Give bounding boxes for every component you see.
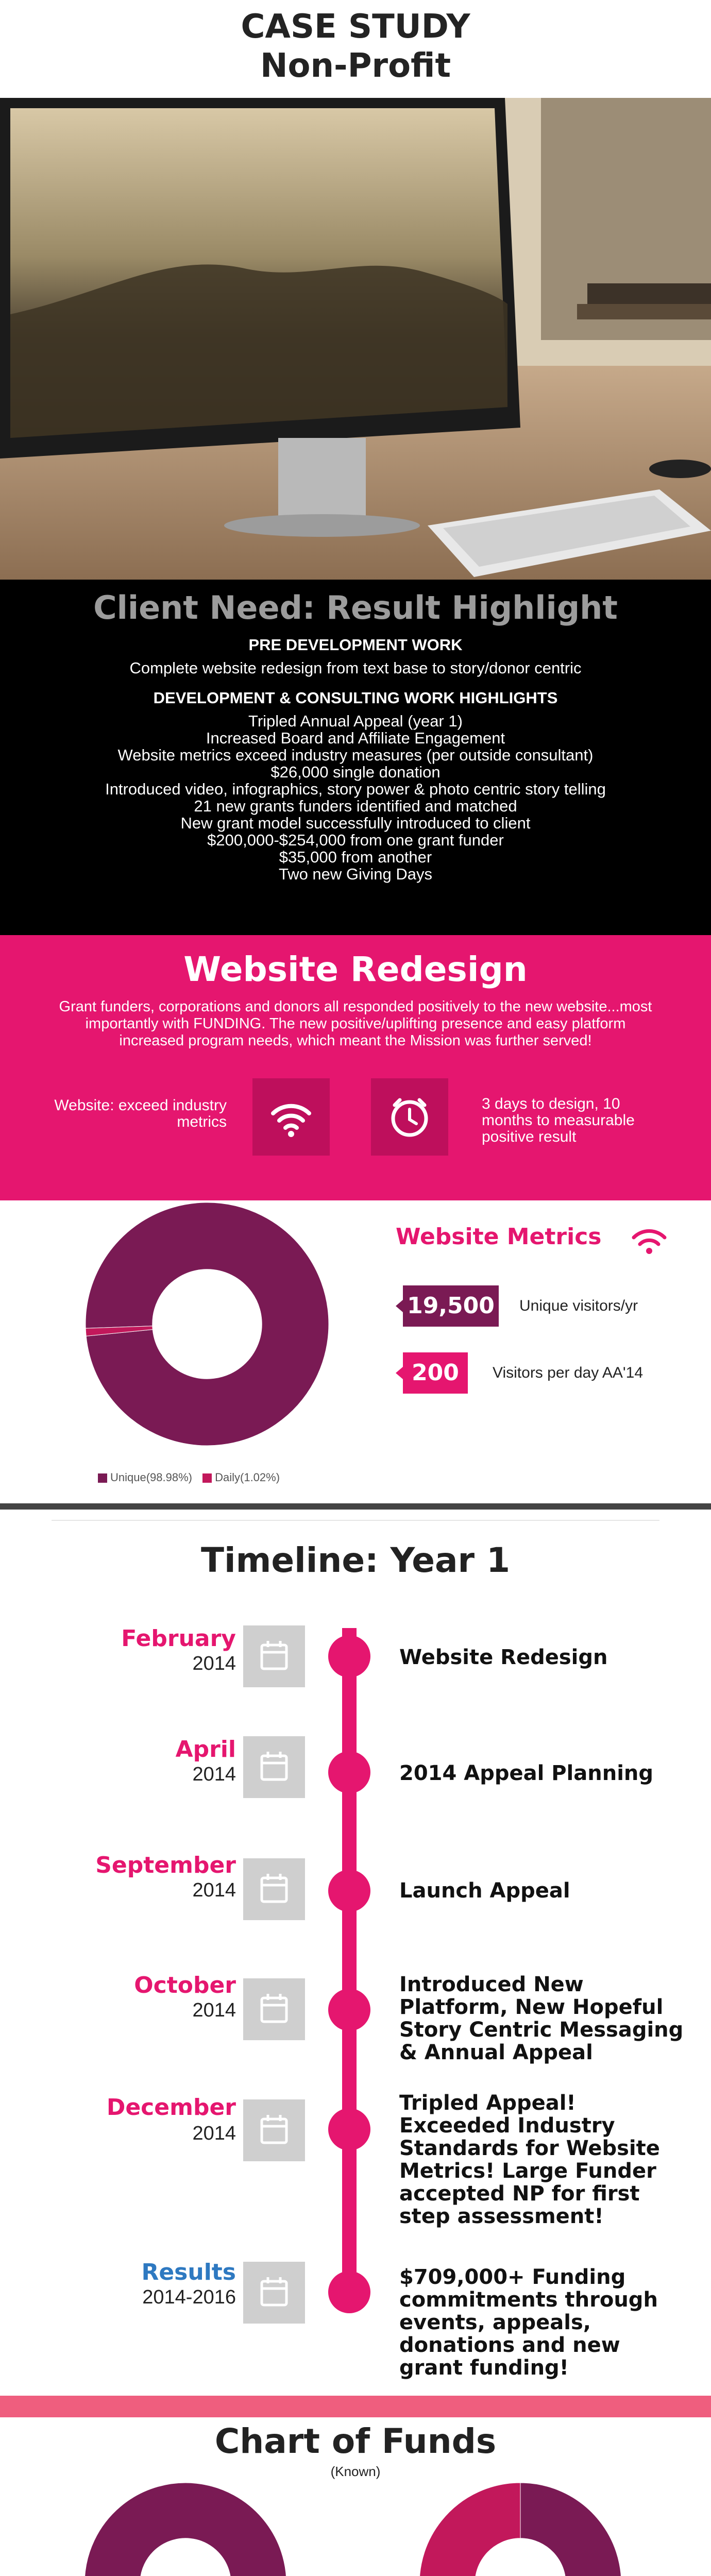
timeline-year: 2014 (192, 1999, 236, 2021)
timeline-year: 2014 (192, 1653, 236, 1674)
calendar-icon (243, 2262, 305, 2324)
timeline-dot (328, 1870, 370, 1912)
stat-label: Visitors per day AA'14 (493, 1364, 644, 1381)
highlight-item: Introduced video, infographics, story power & photo centric story telling (105, 780, 606, 798)
highlight-item: 21 new grants funders identified and matched (194, 797, 517, 815)
metrics-legend (98, 1471, 280, 1484)
website-metrics-label: Website: exceed industry metrics (54, 1097, 227, 1130)
timeline-event: Tripled Appeal! Exceeded Industry Standards for Website Metrics! Large Funder accepted NP for first step assessment! (399, 2091, 660, 2228)
timeline-event: Introduced New Platform, New Hopeful Story Centric Messaging & Annual Appeal (399, 1973, 684, 2064)
pre-development-heading: PRE DEVELOPMENT WORK (248, 636, 463, 654)
legend-daily: Daily(1.02%) (215, 1471, 280, 1484)
funds-title: Chart of Funds (214, 2421, 497, 2461)
metrics-title: Website Metrics (396, 1224, 602, 1250)
highlight-item: $35,000 from another (279, 848, 432, 866)
section-band (0, 2396, 711, 2417)
timeline-month: Results (141, 2259, 236, 2285)
legend-unique: Unique(98.98%) (110, 1471, 192, 1484)
website-redesign-section (0, 935, 711, 1200)
restricted-donut-chart (82, 2481, 289, 2576)
timeline-dot (328, 2271, 370, 2313)
client-need-title: Client Need: Result Highlight (93, 589, 618, 626)
chart-of-funds-section (0, 2396, 711, 2576)
highlight-item: $200,000-$254,000 from one grant funder (207, 831, 504, 849)
timeline-year: 2014-2016 (142, 2286, 236, 2308)
calendar-tile (243, 1625, 305, 1687)
timeline-section (0, 1510, 711, 2396)
hero-photo (0, 98, 711, 580)
title-line-2: Non-Profit (260, 47, 451, 85)
metrics-donut-chart (83, 1200, 331, 1448)
timeline-event: $709,000+ Funding commitments through events, appeals, donations and new grant funding! (399, 2265, 658, 2380)
title-line-1: CASE STUDY (241, 8, 470, 46)
timeline-month: October (134, 1972, 236, 1998)
slice-unique (86, 1202, 329, 1446)
section-divider (0, 1503, 711, 1510)
timeline-dot (328, 2108, 370, 2150)
calendar-icon (243, 1625, 305, 1687)
highlight-item: Website metrics exceed industry measures (per outside consultant) (117, 746, 594, 764)
timeline-dot (328, 1751, 370, 1793)
timeline-result-label: 3 days to design, 10 months to measurable positive result (482, 1095, 635, 1145)
highlight-item: Tripled Annual Appeal (year 1) (248, 712, 463, 730)
timeline-title: Timeline: Year 1 (200, 1540, 511, 1580)
computer-desk-illustration (0, 98, 711, 580)
wifi-icon (252, 1078, 330, 1156)
calendar-tile (243, 2099, 305, 2161)
divider (52, 1520, 659, 1521)
timeline-year: 2014 (192, 1879, 236, 1901)
calendar-tile (243, 1978, 305, 2040)
calendar-icon (243, 1736, 305, 1798)
redesign-title: Website Redesign (183, 950, 528, 989)
calendar-tile (243, 1858, 305, 1920)
page-title (0, 0, 711, 86)
highlight-item: Increased Board and Affiliate Engagement (206, 729, 505, 747)
wifi-tile (252, 1078, 330, 1156)
timeline-year: 2014 (192, 1764, 236, 1785)
timeline-month: September (95, 1852, 236, 1878)
highlight-item: Two new Giving Days (278, 865, 433, 883)
slice-events (84, 2483, 286, 2576)
stat-label: Unique visitors/yr (519, 1297, 638, 1314)
calendar-icon (243, 1858, 305, 1920)
highlight-item: $26,000 single donation (270, 763, 441, 781)
client-need-section (0, 580, 711, 935)
legend-swatch (98, 1473, 107, 1483)
timeline-dot (328, 1635, 370, 1677)
highlights-list (0, 713, 711, 883)
alarm-tile (371, 1078, 448, 1156)
timeline-event: Launch Appeal (399, 1879, 570, 1903)
header (0, 0, 711, 98)
calendar-tile (243, 1736, 305, 1798)
development-heading: DEVELOPMENT & CONSULTING WORK HIGHLIGHTS (153, 689, 558, 707)
timeline-line (342, 1628, 357, 2282)
timeline-year: 2014 (192, 2123, 236, 2144)
calendar-icon (243, 2099, 305, 2161)
calendar-tile (243, 2262, 305, 2324)
wifi-icon (629, 1222, 670, 1258)
pre-development-text: Complete website redesign from text base to story/donor centric (129, 659, 582, 677)
timeline-dot (328, 1989, 370, 2031)
timeline-month: December (106, 2094, 236, 2121)
calendar-icon (243, 1978, 305, 2040)
legend-swatch (202, 1473, 212, 1483)
stat-value: 19,500 (407, 1293, 495, 1319)
unrestricted-donut-chart (417, 2481, 623, 2576)
slice-20-000 (419, 2483, 520, 2576)
redesign-description: Grant funders, corporations and donors all responded positively to the new website...most importantly with FUNDING. The new positive/uplifting presence and easy platform increased program needs, which meant the Mission was further served! (59, 998, 652, 1049)
timeline-event: Website Redesign (399, 1646, 608, 1669)
timeline-event: 2014 Appeal Planning (399, 1761, 654, 1785)
highlight-item: New grant model successfully introduced to client (180, 814, 531, 832)
timeline-month: April (175, 1736, 236, 1762)
alarm-clock-icon (371, 1078, 448, 1156)
funds-subtitle: (Known) (330, 2464, 381, 2479)
stat-value: 200 (412, 1360, 459, 1386)
timeline-month: February (121, 1625, 236, 1652)
website-metrics-section (0, 1200, 711, 1510)
